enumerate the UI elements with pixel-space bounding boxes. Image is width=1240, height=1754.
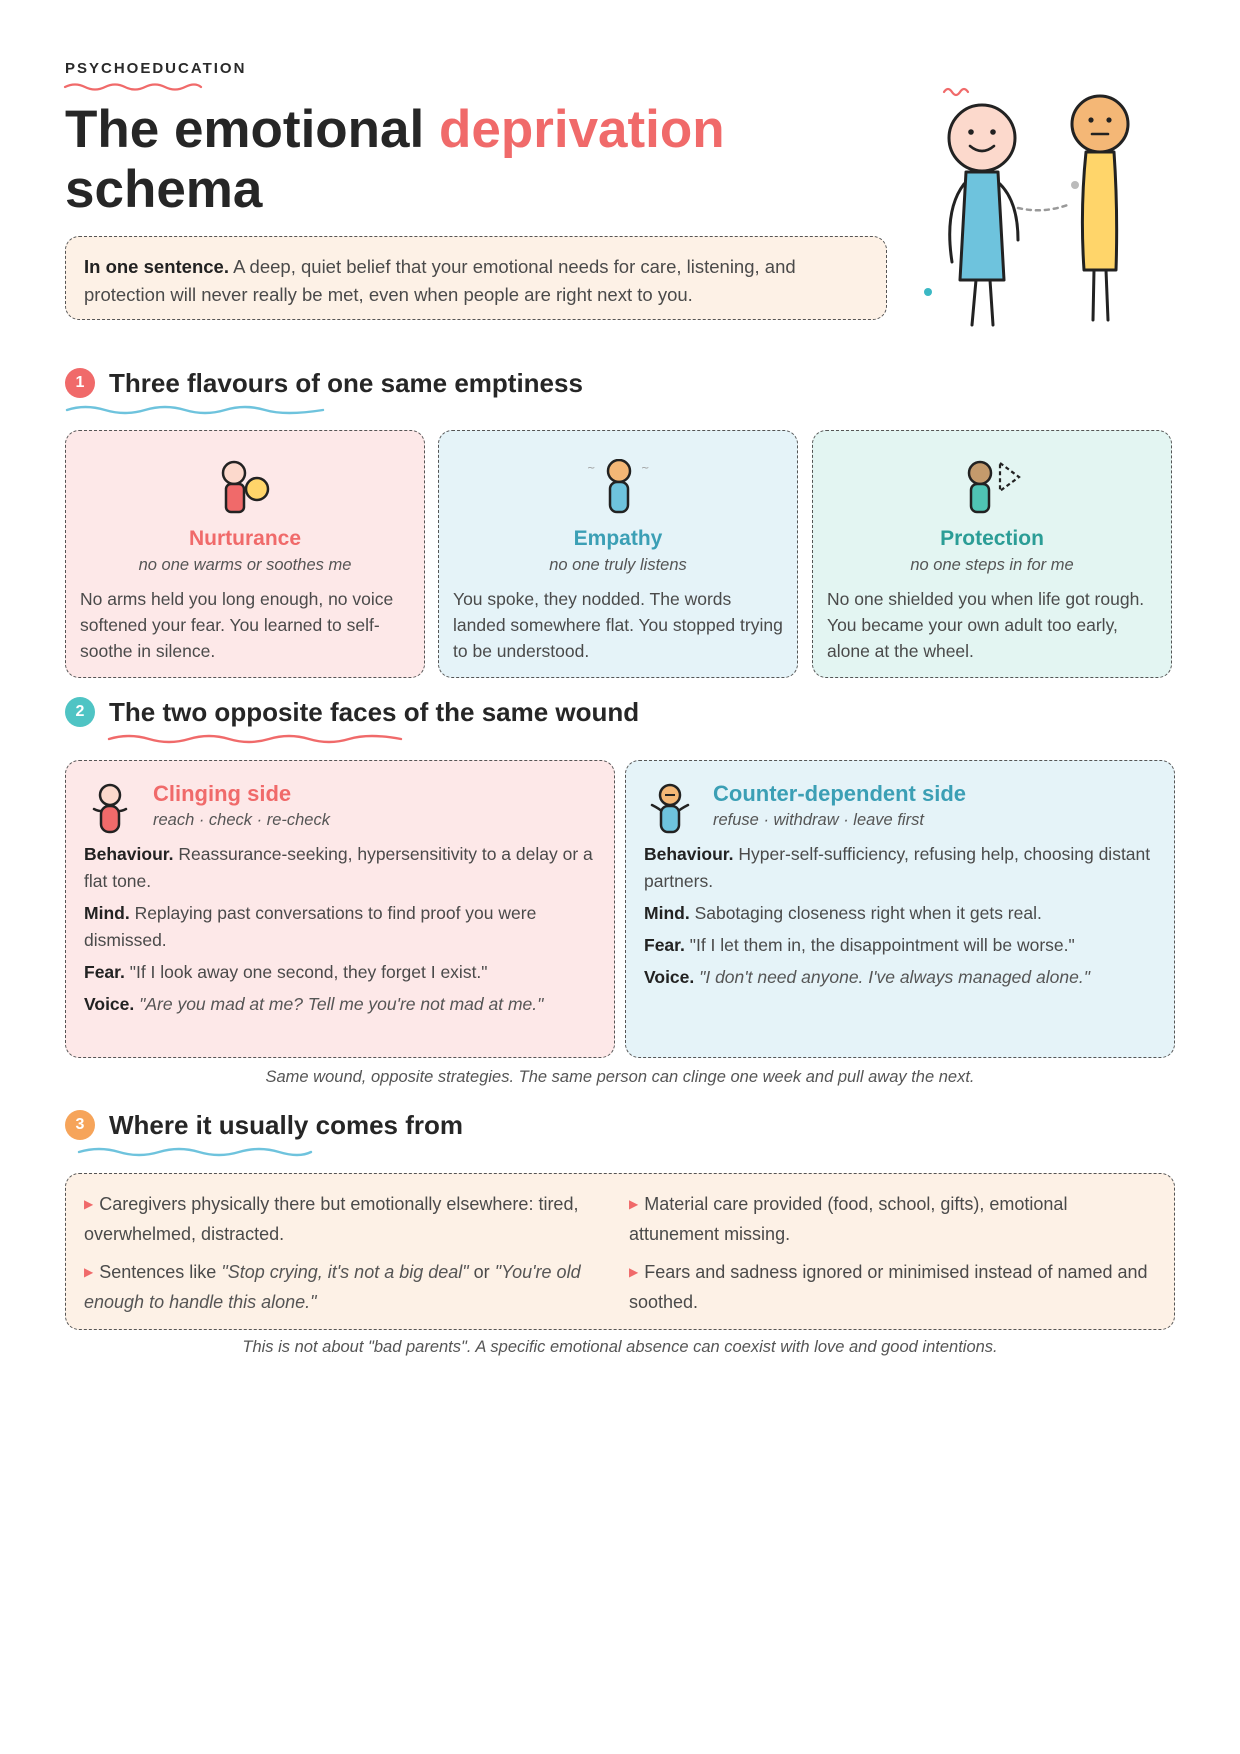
- origins-column-right: [629, 1190, 1154, 1326]
- card-title: Clinging side: [153, 781, 292, 806]
- section-number: 1: [65, 368, 95, 398]
- person-with-warm-orb-icon: [66, 459, 426, 519]
- card-subtitle: refuse · withdraw · leave first: [713, 811, 924, 829]
- line-fear: Fear. "If I look away one second, they forget I exist.": [84, 962, 488, 982]
- title-accent: deprivation: [439, 100, 725, 159]
- person-with-empty-shield-icon: [813, 459, 1173, 519]
- page-title: [65, 100, 825, 220]
- bullet-triangle-icon: ▶: [629, 1265, 639, 1279]
- eyebrow-label: PSYCHOEDUCATION: [65, 60, 247, 77]
- withdrawn-person-icon: [646, 783, 694, 835]
- section-number: 3: [65, 1110, 95, 1140]
- eyebrow-squiggle-icon: [63, 82, 203, 92]
- summary-box: [65, 236, 887, 320]
- card-lines: [84, 841, 596, 1023]
- origins-box: [65, 1173, 1175, 1330]
- card-body: No one shielded you when life got rough. You became your own adult too early, alone at the wheel.: [827, 589, 1145, 661]
- card-subtitle: no one steps in for me: [910, 556, 1074, 574]
- card-title: Counter-dependent side: [713, 781, 967, 806]
- card-title: Empathy: [573, 527, 663, 550]
- section-underline-icon: [65, 404, 325, 416]
- card-counter-dependent-side: [625, 760, 1175, 1058]
- section-number: 2: [65, 697, 95, 727]
- reaching-person-icon: [86, 783, 134, 835]
- summary-text: A deep, quiet belief that your emotional needs for care, listening, and protection will never really be met, even when people are right next to you.: [84, 256, 796, 305]
- bullet-triangle-icon: ▶: [84, 1265, 94, 1279]
- section-title: The two opposite faces of the same wound: [109, 697, 640, 727]
- section-title: Where it usually comes from: [109, 1110, 463, 1140]
- title-part1: The emotional: [65, 100, 425, 159]
- line-voice: Voice. "Are you mad at me? Tell me you're not mad at me.": [84, 994, 544, 1014]
- card-title: Protection: [940, 527, 1044, 550]
- summary-label: In one sentence.: [84, 256, 229, 277]
- card-body: No arms held you long enough, no voice softened your fear. You learned to self-soothe in silence.: [80, 589, 394, 661]
- svg-text:~: ~: [587, 463, 596, 474]
- person-with-faint-sound-icon: [439, 459, 799, 519]
- line-fear: Fear. "If I let them in, the disappointment will be worse.": [644, 935, 1075, 955]
- section-underline-icon: [65, 733, 425, 745]
- card-lines: [644, 841, 1156, 996]
- card-nurturance: [65, 430, 425, 678]
- section-title: Three flavours of one same emptiness: [109, 368, 583, 398]
- card-subtitle: reach · check · re-check: [153, 811, 330, 829]
- section-2-caption: Same wound, opposite strategies. The same person can clinge one week and pull away the next.: [265, 1068, 975, 1086]
- title-part2: schema: [65, 160, 263, 219]
- line-mind: Mind. Replaying past conversations to find proof you were dismissed.: [84, 903, 537, 950]
- bullet-triangle-icon: ▶: [84, 1197, 94, 1211]
- bullet-triangle-icon: ▶: [629, 1197, 639, 1211]
- line-behaviour: Behaviour. Hyper-self-sufficiency, refusing help, choosing distant partners.: [644, 844, 1151, 891]
- svg-text:~: ~: [641, 463, 650, 474]
- card-clinging-side: [65, 760, 615, 1058]
- line-voice: Voice. "I don't need anyone. I've always managed alone.": [644, 967, 1090, 987]
- card-protection: [812, 430, 1172, 678]
- origin-item: ▶ Sentences like "Stop crying, it's not a big deal" or "You're old enough to handle this alone.": [84, 1258, 594, 1316]
- two-figures-distance-icon: [920, 80, 1180, 330]
- origin-item: ▶ Caregivers physically there but emotionally elsewhere: tired, overwhelmed, distracted.: [84, 1190, 594, 1248]
- card-body: You spoke, they nodded. The words landed somewhere flat. You stopped trying to be understood.: [453, 589, 783, 661]
- origin-item: ▶ Fears and sadness ignored or minimised instead of named and soothed.: [629, 1258, 1154, 1316]
- line-mind: Mind. Sabotaging closeness right when it gets real.: [644, 903, 1042, 923]
- card-empathy: [438, 430, 798, 678]
- card-title: Nurturance: [188, 527, 302, 550]
- origin-item: ▶ Material care provided (food, school, gifts), emotional attunement missing.: [629, 1190, 1154, 1248]
- card-subtitle: no one truly listens: [549, 556, 687, 574]
- line-behaviour: Behaviour. Reassurance-seeking, hypersensitivity to a delay or a flat tone.: [84, 844, 593, 891]
- origins-column-left: [84, 1190, 594, 1326]
- card-subtitle: no one warms or soothes me: [138, 556, 352, 574]
- section-underline-icon: [65, 1146, 325, 1158]
- section-3-caption: This is not about "bad parents". A specific emotional absence can coexist with love and good intentions.: [242, 1338, 998, 1356]
